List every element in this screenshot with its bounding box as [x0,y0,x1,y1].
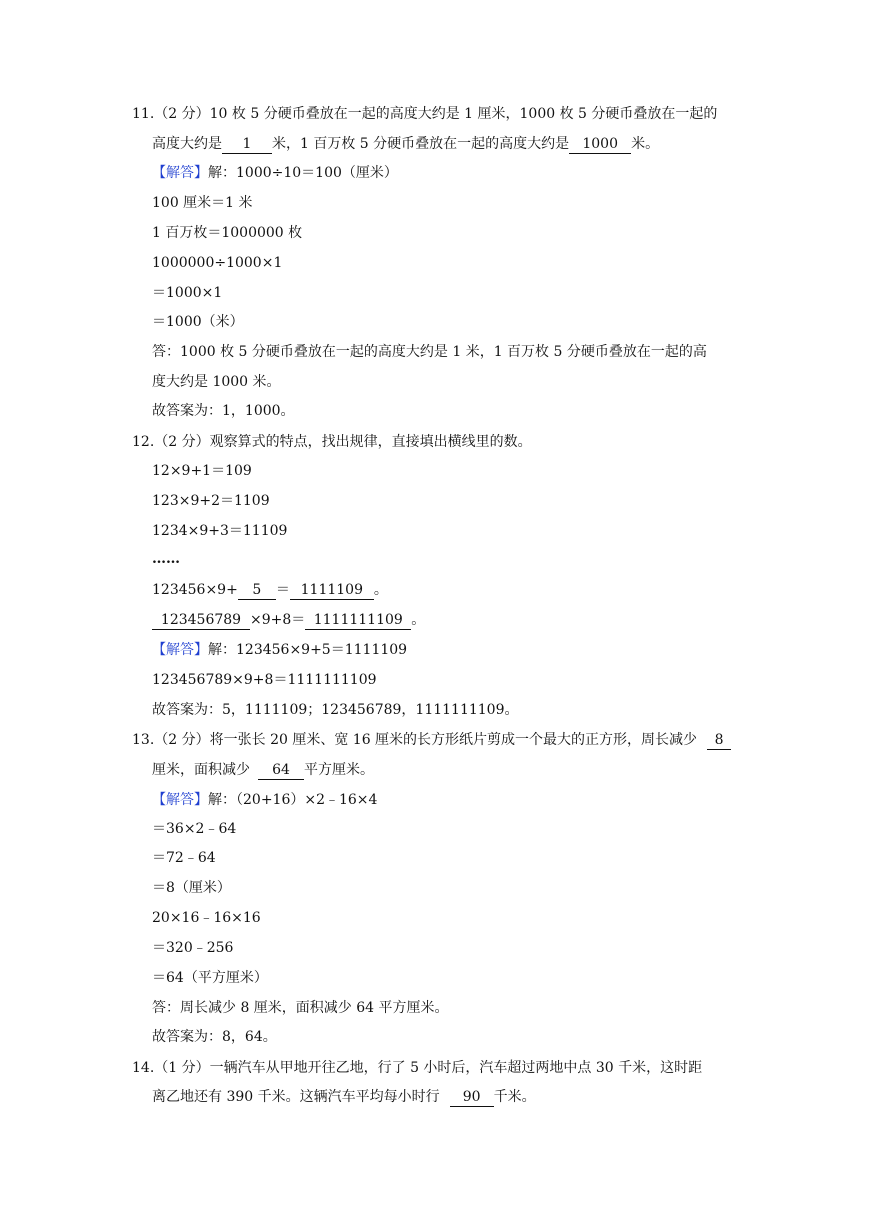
q11-final: 故答案为：1，1000。 [152,403,295,419]
q11-answer-label: 【解答】 [152,165,208,181]
q13-step: ＝8（厘米） [152,880,231,896]
q13-blank-1: 8 [707,731,731,750]
q12-answer [152,640,407,660]
q14-line2 [152,1087,536,1107]
q13-line1-pre: 13.（2 分）将一张长 20 厘米、宽 16 厘米的长方形纸片剪成一个最大的正方形，周长减少 [132,732,698,748]
q11-line2-mid: 米，1 百万枚 5 分硬币叠放在一起的高度大约是 [272,136,570,152]
q12-fill2-mid: ×9+8＝ [250,612,306,628]
q13-answer [152,790,377,810]
q11-step: 100 厘米＝1 米 [152,195,253,211]
q13-reply: 答：周长减少 8 厘米，面积减少 64 平方厘米。 [152,1000,449,1016]
q13-answer-first: 解：（20+16）×2﹣16×4 [208,792,378,808]
q12-fill1-pre: 123456×9+ [152,582,238,598]
q14-blank: 90 [450,1088,494,1107]
q12-fill2-blank-2: 1111111109 [305,611,411,630]
q11-step: ＝1000×1 [152,285,223,301]
q13-line1 [132,730,731,750]
q12-eq1: 12×9+1＝109 [152,463,252,479]
q13-line2-pre: 厘米，面积减少 [152,762,250,778]
q12-fill1-mid: ＝ [275,582,290,598]
q11-line1: 11.（2 分）10 枚 5 分硬币叠放在一起的高度大约是 1 厘米，1000 枚 5 分硬币叠放在一起的 [132,106,718,122]
q13-step: ＝36×2﹣64 [152,821,237,837]
q12-fill2-blank-1: 123456789 [152,611,250,630]
q12-dots: …… [152,551,180,567]
q11-reply-2: 度大约是 1000 米。 [152,374,281,390]
q11-reply-1: 答：1000 枚 5 分硬币叠放在一起的高度大约是 1 米，1 百万枚 5 分硬币叠放在一起的高 [152,344,707,360]
q13-step: ＝64（平方厘米） [152,970,268,986]
q14-line2-pre: 离乙地还有 390 千米。这辆汽车平均每小时行 [152,1089,440,1105]
q11-answer [152,163,398,183]
q11-blank-1: 1 [222,135,272,154]
q11-line2-pre: 高度大约是 [152,136,222,152]
q14-line1: 14.（1 分）一辆汽车从甲地开往乙地，行了 5 小时后，汽车超过两地中点 30 千米，这时距 [132,1060,703,1076]
q11-answer-first: 解：1000÷10＝100（厘米） [208,165,398,181]
q13-line2-post: 平方厘米。 [304,762,374,778]
q12-answer-first: 解：123456×9+5＝1111109 [208,642,408,658]
q12-eq3: 1234×9+3＝11109 [152,523,288,539]
q11-step: 1000000÷1000×1 [152,255,283,271]
q11-line2 [152,134,659,154]
q13-answer-label: 【解答】 [152,792,208,808]
q13-final: 故答案为：8，64。 [152,1029,277,1045]
q12-step-2: 123456789×9+8＝1111111109 [152,672,377,688]
q12-fill2-post: 。 [411,612,426,628]
q11-step: ＝1000（米） [152,314,244,330]
q12-final: 故答案为：5，1111109；123456789，1111111109。 [152,702,519,718]
q13-blank-2: 64 [258,761,304,780]
q12-fill-2 [152,610,425,630]
q13-step: ＝72﹣64 [152,850,216,866]
q12-fill1-blank-2: 1111109 [290,581,374,600]
q12-answer-label: 【解答】 [152,642,208,658]
q13-step: ＝320﹣256 [152,940,234,956]
q13-step: 20×16﹣16×16 [152,910,261,926]
q12-fill1-blank-1: 5 [238,581,276,600]
q14-line2-post: 千米。 [493,1089,536,1105]
q12-eq2: 123×9+2＝1109 [152,493,270,509]
q11-line2-post: 米。 [631,136,660,152]
q12-fill-1 [152,580,388,600]
q12-fill1-post: 。 [373,582,388,598]
q11-blank-2: 1000 [569,135,631,154]
q12-line1: 12.（2 分）观察算式的特点，找出规律，直接填出横线里的数。 [132,434,532,450]
q11-step: 1 百万枚＝1000000 枚 [152,225,303,241]
q13-line2 [152,760,374,780]
